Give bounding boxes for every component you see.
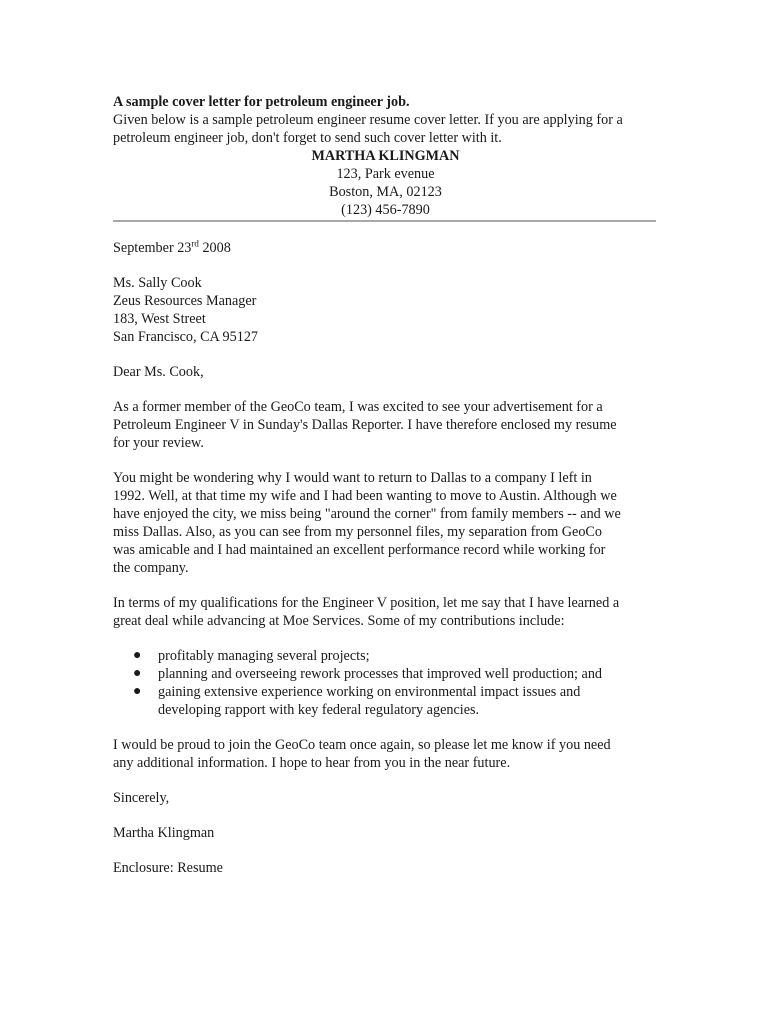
contributions-list — [113, 647, 658, 719]
body-paragraph-2 — [113, 469, 658, 577]
list-item — [113, 683, 658, 719]
salutation: Dear Ms. Cook, — [113, 364, 204, 380]
intro-line: petroleum engineer job, don't forget to send such cover letter with it. — [113, 130, 502, 146]
sender-address-line1: 123, Park evenue — [336, 166, 435, 182]
list-item-text: planning and overseeing rework processes that improved well production; and — [158, 666, 603, 682]
letter-content — [113, 93, 658, 877]
recipient-street: 183, West Street — [113, 311, 206, 327]
closing: Sincerely, — [113, 790, 170, 806]
paragraph-line: the company. — [113, 560, 189, 576]
paragraph-line: As a former member of the GeoCo team, I was excited to see your advertisement for a — [113, 399, 603, 415]
sender-phone: (123) 456-7890 — [341, 202, 430, 218]
body-paragraph-3 — [113, 594, 658, 630]
list-item — [113, 665, 658, 683]
list-item-text: profitably managing several projects; — [158, 648, 370, 664]
paragraph-line: any additional information. I hope to hear from you in the near future. — [113, 755, 511, 771]
sender-block — [113, 147, 658, 219]
document-heading: A sample cover letter for petroleum engineer job. — [113, 94, 410, 110]
enclosure-note: Enclosure: Resume — [113, 860, 223, 876]
letter-date — [113, 239, 658, 257]
intro-text — [113, 111, 658, 147]
signature-name: Martha Klingman — [113, 825, 215, 841]
recipient-block — [113, 274, 658, 346]
bullet-icon: ● — [133, 666, 142, 681]
list-item-text: gaining extensive experience working on environmental impact issues and — [158, 684, 581, 700]
paragraph-line: I would be proud to join the GeoCo team once again, so please let me know if you need — [113, 737, 611, 753]
paragraph-line: In terms of my qualifications for the Engineer V position, let me say that I have learned a — [113, 595, 620, 611]
recipient-name: Ms. Sally Cook — [113, 275, 202, 291]
paragraph-line: have enjoyed the city, we miss being "around the corner" from family members -- and we — [113, 506, 621, 522]
body-paragraph-1 — [113, 398, 658, 452]
paragraph-line: for your review. — [113, 435, 204, 451]
intro-line: Given below is a sample petroleum engineer resume cover letter. If you are applying for a — [113, 112, 623, 128]
paragraph-line: Petroleum Engineer V in Sunday's Dallas Reporter. I have therefore enclosed my resume — [113, 417, 617, 433]
header-divider — [113, 220, 656, 222]
paragraph-line: You might be wondering why I would want to return to Dallas to a company I left in — [113, 470, 592, 486]
bullet-icon: ● — [133, 684, 142, 699]
recipient-city: San Francisco, CA 95127 — [113, 329, 259, 345]
bullet-icon: ● — [133, 648, 142, 663]
list-item — [113, 647, 658, 665]
sender-address-line2: Boston, MA, 02123 — [329, 184, 442, 200]
list-item-text: developing rapport with key federal regulatory agencies. — [158, 702, 480, 718]
paragraph-line: great deal while advancing at Moe Services. Some of my contributions include: — [113, 613, 565, 629]
paragraph-line: miss Dallas. Also, as you can see from my personnel files, my separation from GeoCo — [113, 524, 602, 540]
sender-name: MARTHA KLINGMAN — [311, 148, 460, 164]
date-year: 2008 — [198, 240, 231, 256]
recipient-title: Zeus Resources Manager — [113, 293, 257, 309]
paragraph-line: 1992. Well, at that time my wife and I had been wanting to move to Austin. Although we — [113, 488, 617, 504]
date-month-day: September 23 — [113, 240, 192, 256]
body-paragraph-4 — [113, 736, 658, 772]
date-ordinal: rd — [191, 238, 199, 249]
paragraph-line: was amicable and I had maintained an excellent performance record while working for — [113, 542, 606, 558]
